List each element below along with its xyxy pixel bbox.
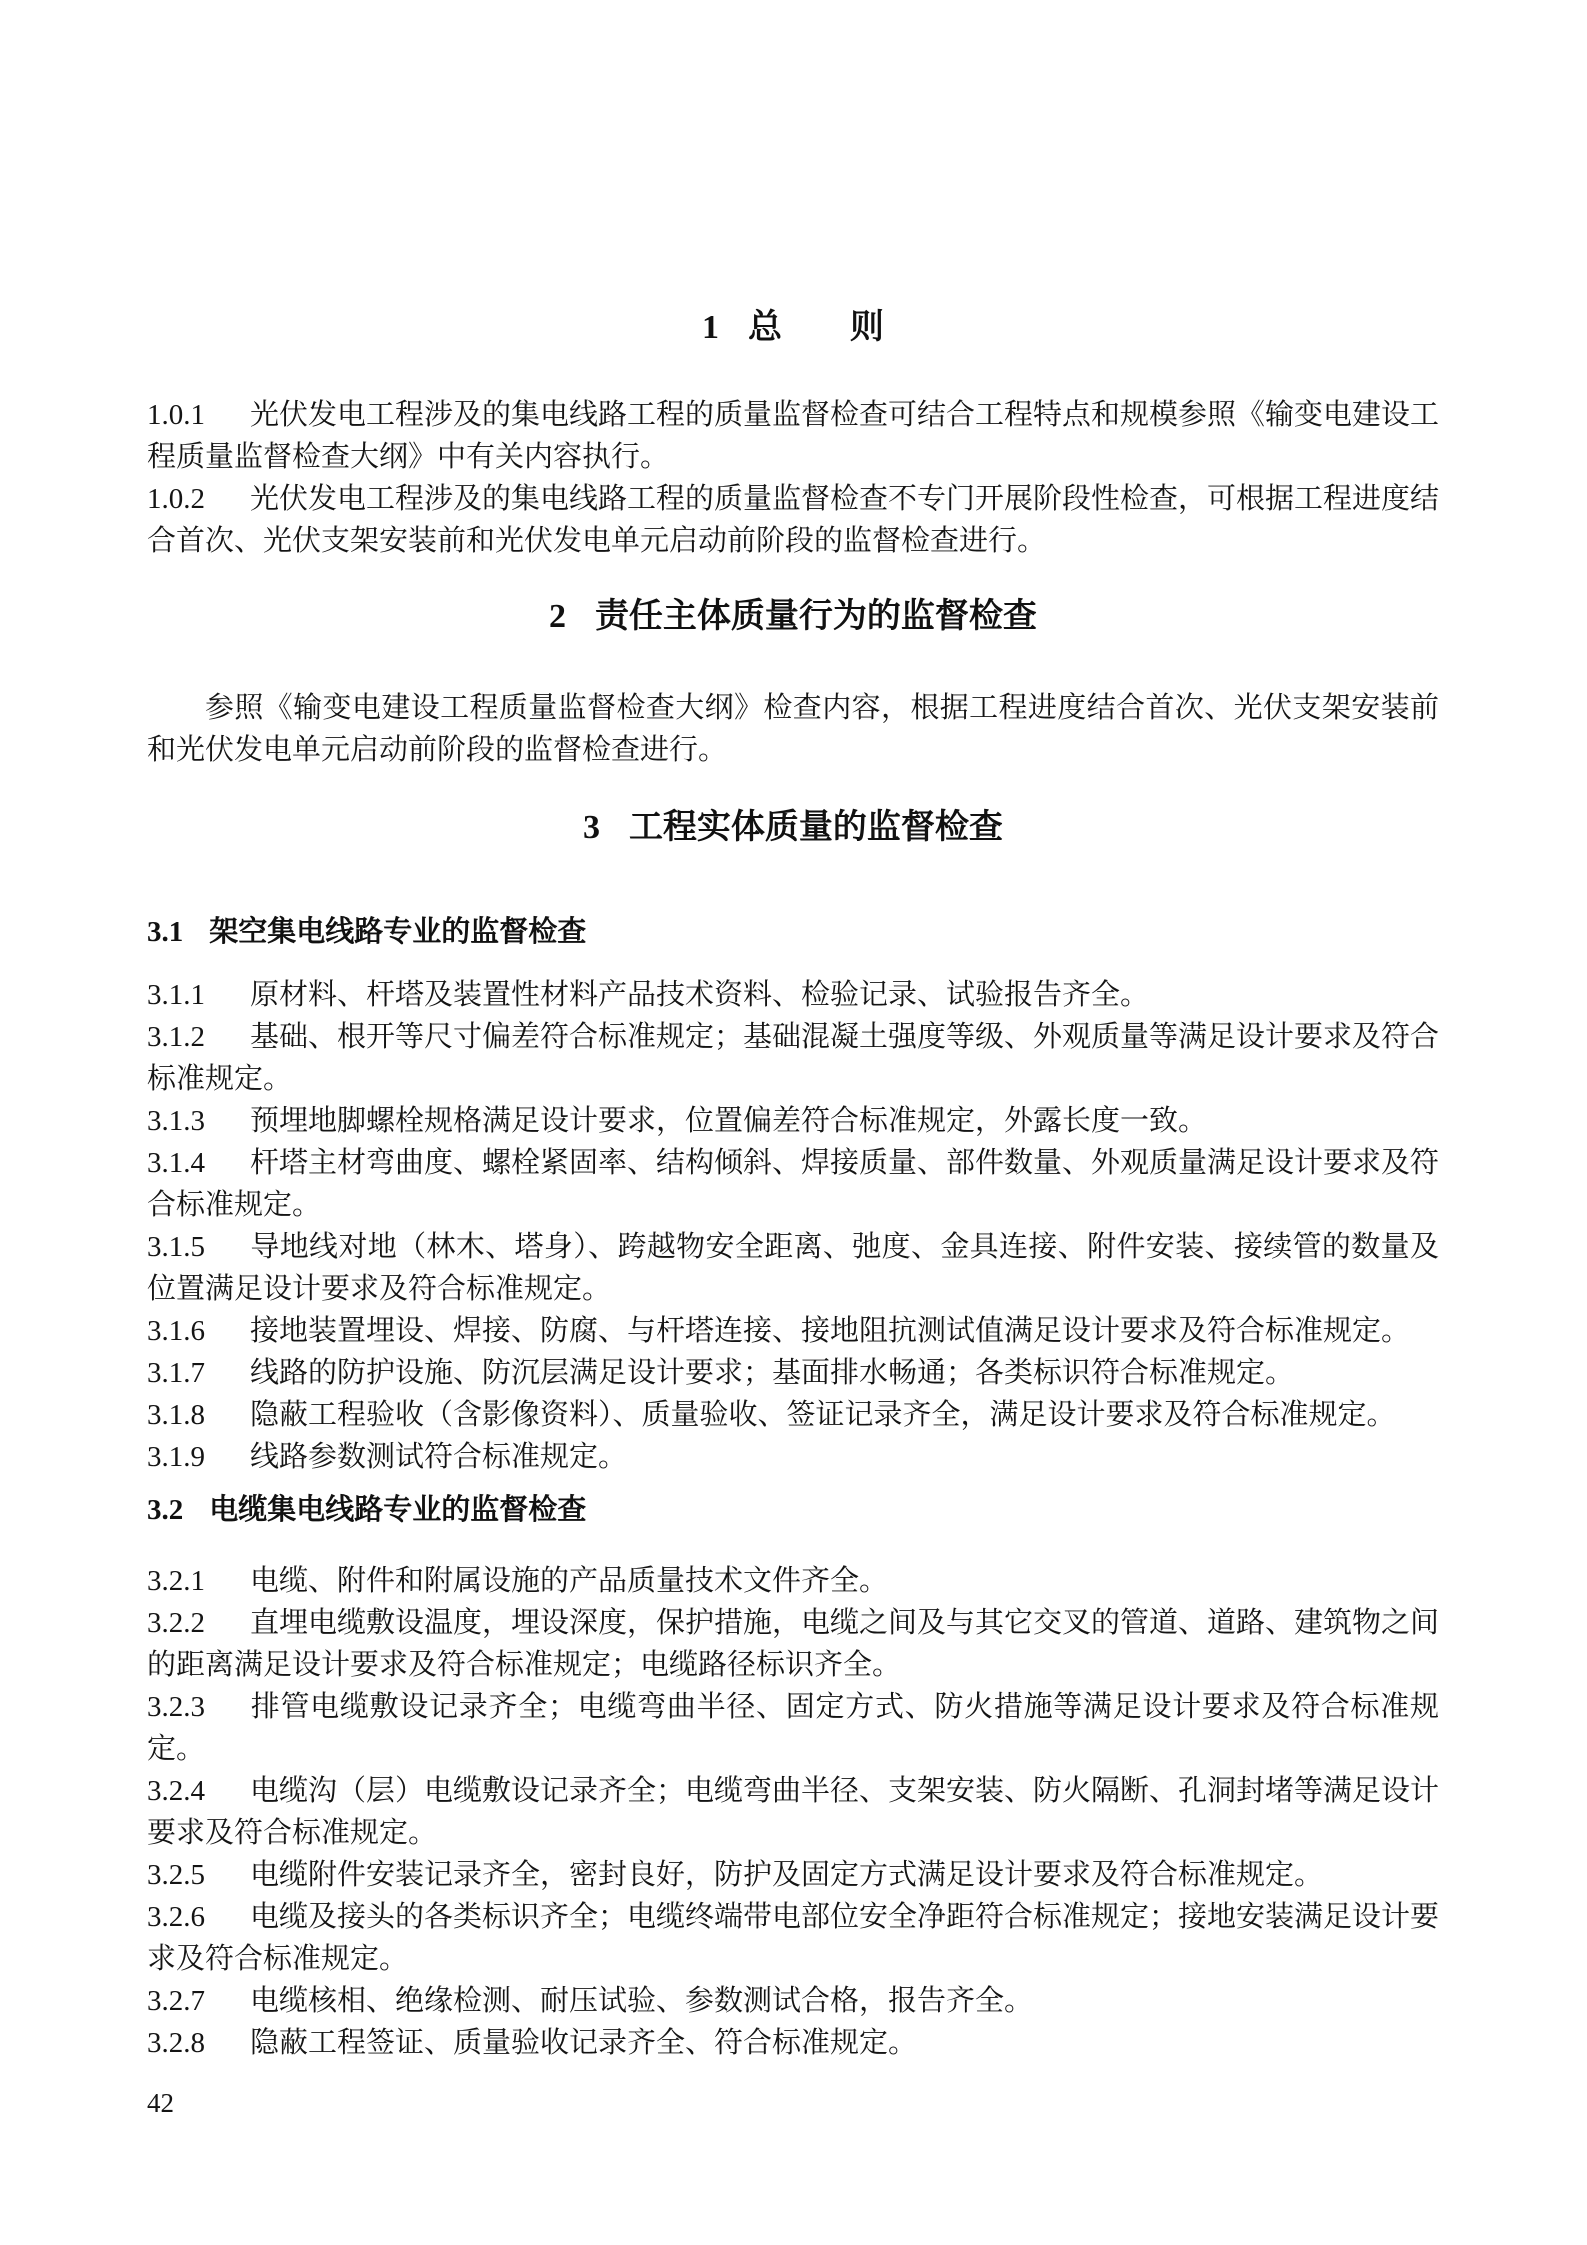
clause-3-2-8 [147,2022,1439,2064]
clause-number: 3.1.8 [147,1399,205,1431]
clause-text: 隐蔽工程验收（含影像资料）、质量验收、签证记录齐全，满足设计要求及符合标准规定。 [250,1399,1396,1431]
clause-text: 光伏发电工程涉及的集电线路工程的质量监督检查不专门开展阶段性检查，可根据工程进度结合首次、光伏支架安装前和光伏发电单元启动前阶段的监督检查进行。 [147,483,1440,557]
clause-3-1-6 [147,1310,1439,1352]
clause-number: 3.1.7 [147,1357,205,1389]
page-number: 42 [147,2088,174,2118]
clause-number: 3.2.7 [147,1985,205,2017]
clause-text: 导地线对地（林木、塔身）、跨越物安全距离、弛度、金具连接、附件安装、接续管的数量及位置满足设计要求及符合标准规定。 [147,1231,1439,1305]
clause-text: 电缆沟（层）电缆敷设记录齐全；电缆弯曲半径、支架安装、防火隔断、孔洞封堵等满足设计要求及符合标准规定。 [147,1775,1440,1849]
clause-3-1-4 [147,1142,1439,1226]
clause-number: 3.2.5 [147,1859,205,1891]
clause-3-2-2 [147,1602,1439,1686]
clause-3-1-3 [147,1100,1439,1142]
clause-3-1-9 [147,1436,1439,1478]
section-3-number: 3 [583,809,601,846]
clause-text: 电缆核相、绝缘检测、耐压试验、参数测试合格，报告齐全。 [250,1985,1034,2017]
clause-text: 隐蔽工程签证、质量验收记录齐全、符合标准规定。 [250,2027,918,2059]
section-2-heading [147,594,1439,639]
subsection-3-1-heading [147,911,1439,953]
clause-number: 3.2.2 [147,1607,205,1639]
clause-text: 线路的防护设施、防沉层满足设计要求；基面排水畅通；各类标识符合标准规定。 [250,1357,1295,1389]
section-1-number: 1 [702,309,720,346]
clause-text: 线路参数测试符合标准规定。 [250,1441,628,1473]
section-2-number: 2 [549,598,567,635]
clause-number: 3.1.4 [147,1147,205,1179]
clause-number: 3.1.6 [147,1315,205,1347]
subsection-3-2-title: 电缆集电线路专业的监督检查 [209,1494,587,1526]
clause-number: 3.2.8 [147,2027,205,2059]
clause-text: 电缆、附件和附属设施的产品质量技术文件齐全。 [250,1565,889,1597]
subsection-3-1-title: 架空集电线路专业的监督检查 [209,916,587,948]
clause-text: 原材料、杆塔及装置性材料产品技术资料、检验记录、试验报告齐全。 [250,979,1150,1011]
clause-3-1-5 [147,1226,1439,1310]
clause-number: 3.1.2 [147,1021,205,1053]
subsection-3-2-heading [147,1489,1439,1531]
clause-number: 3.1.9 [147,1441,205,1473]
clause-text: 接地装置埋设、焊接、防腐、与杆塔连接、接地阻抗测试值满足设计要求及符合标准规定。 [250,1315,1411,1347]
clause-3-1-8 [147,1394,1439,1436]
clause-3-2-3 [147,1686,1439,1770]
subsection-3-2-number: 3.2 [147,1494,184,1526]
section-1-title: 总 则 [747,308,884,346]
clause-number: 3.1.1 [147,979,205,1011]
clause-text: 预埋地脚螺栓规格满足设计要求，位置偏差符合标准规定，外露长度一致。 [250,1105,1208,1137]
clause-number: 3.2.4 [147,1775,205,1807]
clause-3-2-4 [147,1770,1439,1854]
section-2-title: 责任主体质量行为的监督检查 [594,597,1037,635]
clause-3-2-5 [147,1854,1439,1896]
clause-3-2-6 [147,1896,1439,1980]
section-2-paragraph: 参照《输变电建设工程质量监督检查大纲》检查内容，根据工程进度结合首次、光伏支架安装前和光伏发电单元启动前阶段的监督检查进行。 [147,692,1439,766]
clause-3-2-1 [147,1560,1439,1602]
clause-3-1-2 [147,1016,1439,1100]
clause-text: 电缆及接头的各类标识齐全；电缆终端带电部位安全净距符合标准规定；接地安装满足设计要求及符合标准规定。 [147,1901,1440,1975]
clause-number: 3.2.3 [147,1691,205,1723]
clause-text: 排管电缆敷设记录齐全；电缆弯曲半径、固定方式、防火措施等满足设计要求及符合标准规定。 [147,1691,1439,1765]
clause-3-1-7 [147,1352,1439,1394]
clause-text: 基础、根开等尺寸偏差符合标准规定；基础混凝土强度等级、外观质量等满足设计要求及符合标准规定。 [147,1021,1440,1095]
clause-1-0-1 [147,394,1439,478]
section-3-heading [147,805,1439,850]
clause-number: 3.2.6 [147,1901,205,1933]
clause-3-1-1 [147,974,1439,1016]
clause-text: 光伏发电工程涉及的集电线路工程的质量监督检查可结合工程特点和规模参照《输变电建设工程质量监督检查大纲》中有关内容执行。 [147,399,1440,473]
clause-1-0-2 [147,478,1439,562]
clause-3-2-7 [147,1980,1439,2022]
clause-text: 电缆附件安装记录齐全，密封良好，防护及固定方式满足设计要求及符合标准规定。 [250,1859,1324,1891]
subsection-3-1-number: 3.1 [147,916,184,948]
clause-number: 3.2.1 [147,1565,205,1597]
clause-number: 1.0.2 [147,483,205,515]
clause-text: 直埋电缆敷设温度，埋设深度，保护措施，电缆之间及与其它交叉的管道、道路、建筑物之间的距离满足设计要求及符合标准规定；电缆路径标识齐全。 [147,1607,1440,1681]
clause-number: 1.0.1 [147,399,205,431]
section-3-title: 工程实体质量的监督检查 [628,808,1003,846]
clause-number: 3.1.5 [147,1231,205,1263]
clause-number: 3.1.3 [147,1105,205,1137]
section-1-heading [147,305,1439,350]
clause-text: 杆塔主材弯曲度、螺栓紧固率、结构倾斜、焊接质量、部件数量、外观质量满足设计要求及符合标准规定。 [147,1147,1440,1221]
